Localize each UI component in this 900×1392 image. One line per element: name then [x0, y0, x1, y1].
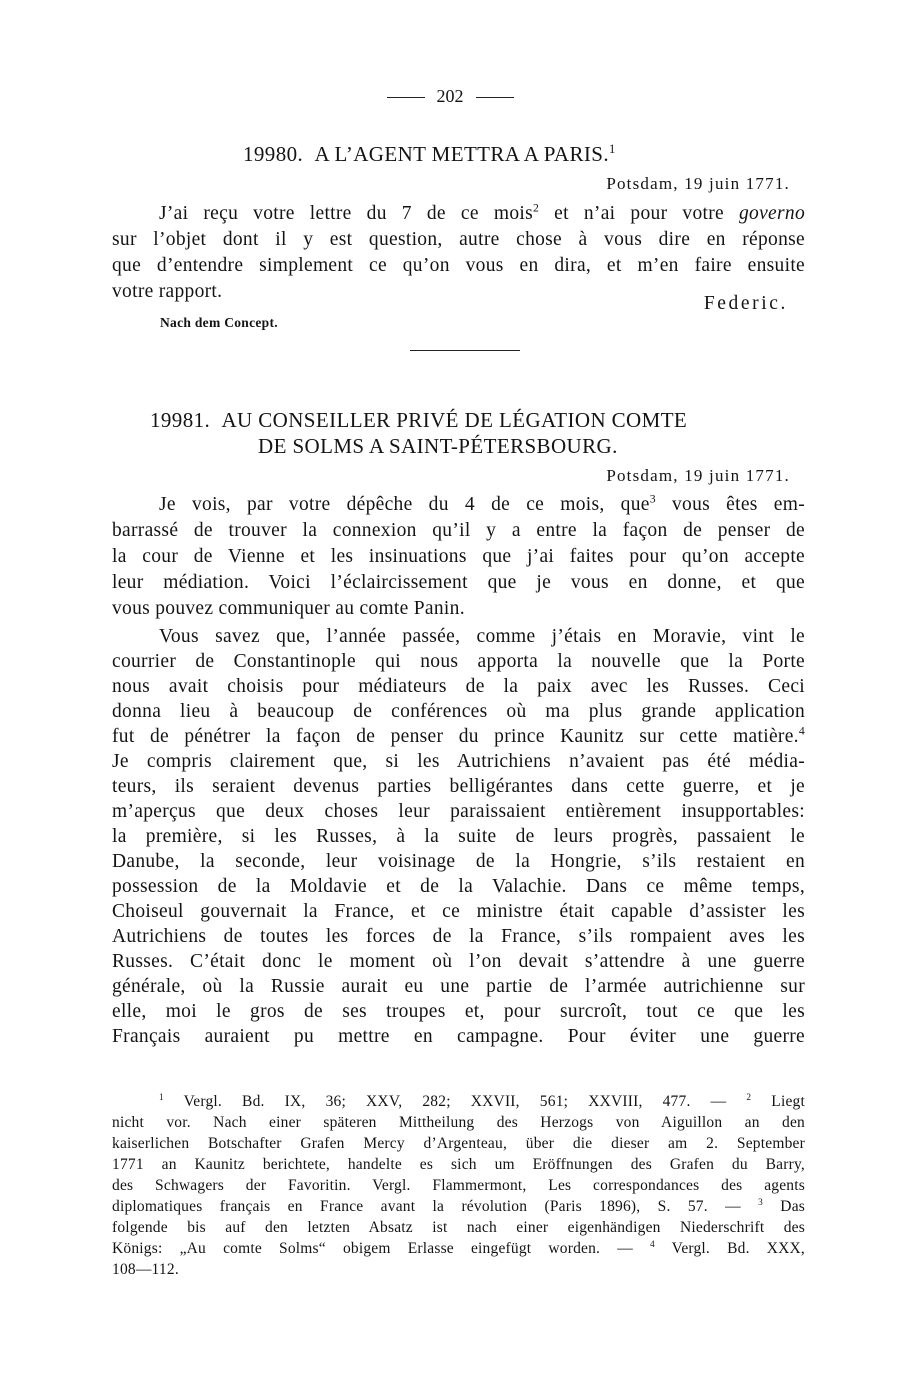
letter2-p2-line-9: la première, si les Russes, à la suite de leurs progrès, passaient le: [112, 826, 805, 847]
letter2-p2-line-8: m’aperçus que deux choses leur paraissaient entièrement insupportables:: [112, 801, 805, 822]
text-run: Liegt: [751, 1093, 805, 1110]
letter2-p2-line-14: Russes. C’était donc le moment où l’on devait s’attendre à une guerre: [112, 951, 805, 972]
footnote-mark: 3: [649, 492, 656, 506]
footnote-mark: 2: [532, 201, 540, 215]
letter2-p1-line-5: vous pouvez communiquer au comte Panin.: [112, 598, 465, 619]
footnote-line-2: nicht vor. Nach einer späteren Mittheilung des Herzogs von Aiguillon an den: [112, 1114, 805, 1131]
letter2-heading-line-2: DE SOLMS A SAINT-PÉTERSBOURG.: [258, 434, 618, 458]
footnote-mark: 1: [159, 1092, 164, 1103]
letter1-line-1: [159, 203, 805, 225]
letter2-p2-line-11: possession de la Moldavie et de la Valachie. Dans ce même temps,: [112, 876, 805, 897]
letter2-p2-line-17: Français auraient pu mettre en campagne. Pour éviter une guerre: [112, 1026, 805, 1047]
text-run: Vergl. Bd. XXX,: [654, 1240, 805, 1257]
footnote-line-1: [159, 1093, 805, 1111]
letter1-heading: [243, 142, 616, 167]
letter2-p1-line-3: la cour de Vienne et les insinuations que j’ai faites pour qu’on accepte: [112, 546, 805, 567]
letter1-title-note: 1: [609, 142, 616, 156]
letter2-p2-line-13: Autrichiens de toutes les forces de la France, s’ils rompaient aves les: [112, 926, 805, 947]
letter1-line-2: sur l’objet dont il y est question, autre chose à vous dire en réponse: [112, 229, 805, 250]
page-number: [0, 86, 900, 107]
letter2-p2-line-3: nous avait choisis pour médiateurs de la paix avec les Russes. Ceci: [112, 676, 805, 697]
footnote-mark: 3: [758, 1197, 763, 1208]
text-run: Königs: „Au comte Solms“ obigem Erlasse eingefügt worden. —: [112, 1240, 650, 1257]
footnote-line-8: [112, 1240, 805, 1258]
letter1-number: 19980.: [243, 142, 304, 166]
letter1-line-4: votre rapport.: [112, 281, 223, 302]
letter2-p1-line-4: leur médiation. Voici l’éclaircissement que je vous en donne, et que: [112, 572, 805, 593]
letter2-p2-line-4: donna lieu à beaucoup de conférences où ma plus grande application: [112, 701, 805, 722]
letter1-source: Nach dem Concept.: [160, 315, 278, 330]
footnote-line-6: [112, 1198, 805, 1216]
letter2-number: 19981.: [150, 408, 211, 432]
footnote-line-9: 108—112.: [112, 1261, 179, 1278]
footnote-line-7: folgende bis auf den letzten Absatz ist nach einer eigenhändigen Niederschrift des: [112, 1219, 805, 1236]
text-run: J’ai reçu votre lettre du 7 de ce mois: [159, 203, 533, 224]
letter1-title: A L’AGENT METTRA A PARIS.: [314, 142, 610, 166]
right-dash: [476, 97, 514, 98]
letter1-signature: Federic.: [703, 293, 788, 314]
footnote-mark: 4: [649, 1239, 655, 1250]
section-separator: [410, 350, 520, 351]
footnote-line-5: des Schwagers der Favoritin. Vergl. Flammermont, Les correspondances des agents: [112, 1177, 805, 1194]
text-run: diplomatiques français en France avant la révolution (Paris 1896), S. 57. —: [112, 1198, 759, 1215]
text-run: Je vois, par votre dépêche du 4 de ce mois, que: [159, 494, 650, 515]
italic-word: governo: [739, 203, 805, 224]
letter2-p2-line-2: courrier de Constantinople qui nous apporta la nouvelle que la Porte: [112, 651, 805, 672]
letter2-p2-line-15: générale, où la Russie aurait eu une partie de l’armée autrichienne sur: [112, 976, 805, 997]
letter2-p1-line-1: [159, 494, 805, 516]
text-run: et n’ai pour votre: [539, 203, 739, 224]
letter2-p2-line-5: [112, 726, 805, 748]
letter2-p2-line-6: Je compris clairement que, si les Autrichiens n’avaient pas été média-: [112, 751, 805, 772]
letter2-p2-line-16: elle, moi le gros de ses troupes et, pour surcroît, tout ce que les: [112, 1001, 805, 1022]
text-run: fut de pénétrer la façon de penser du prince Kaunitz sur cette matière.: [112, 726, 799, 747]
text-run: Vergl. Bd. IX, 36; XXV, 282; XXVII, 561; XXVIII, 477. —: [163, 1093, 747, 1110]
left-dash: [387, 97, 425, 98]
letter2-p2-line-12: Choiseul gouvernait la France, et ce ministre était capable d’assister les: [112, 901, 805, 922]
letter2-title-line-1: AU CONSEILLER PRIVÉ DE LÉGATION COMTE: [221, 408, 688, 432]
footnote-line-3: kaiserlichen Botschafter Grafen Mercy d’Argenteau, über die dieser am 2. September: [112, 1135, 805, 1152]
text-run: vous êtes em-: [655, 494, 805, 515]
letter2-place-date: Potsdam, 19 juin 1771.: [606, 466, 790, 485]
letter2-p2-line-7: teurs, ils seraient devenus parties belligérantes dans cette guerre, et je: [112, 776, 805, 797]
footnote-mark: 2: [746, 1092, 752, 1103]
letter2-p1-line-2: barrassé de trouver la connexion qu’il y a entre la façon de penser de: [112, 520, 805, 541]
letter1-line-3: que d’entendre simplement ce qu’on vous en dira, et m’en faire ensuite: [112, 255, 805, 276]
letter2-p2-line-10: Danube, la seconde, leur voisinage de la Hongrie, s’ils restaient en: [112, 851, 805, 872]
letter2-p2-line-1: Vous savez que, l’année passée, comme j’étais en Moravie, vint le: [159, 626, 805, 647]
footnote-line-4: 1771 an Kaunitz berichtete, handelte es sich um Eröffnungen des Grafen du Barry,: [112, 1156, 805, 1173]
letter1-place-date: Potsdam, 19 juin 1771.: [606, 174, 790, 193]
text-run: Das: [763, 1198, 806, 1215]
footnote-mark: 4: [798, 724, 805, 738]
letter2-heading-line-1: [150, 408, 687, 433]
page-number-text: 202: [436, 86, 464, 106]
